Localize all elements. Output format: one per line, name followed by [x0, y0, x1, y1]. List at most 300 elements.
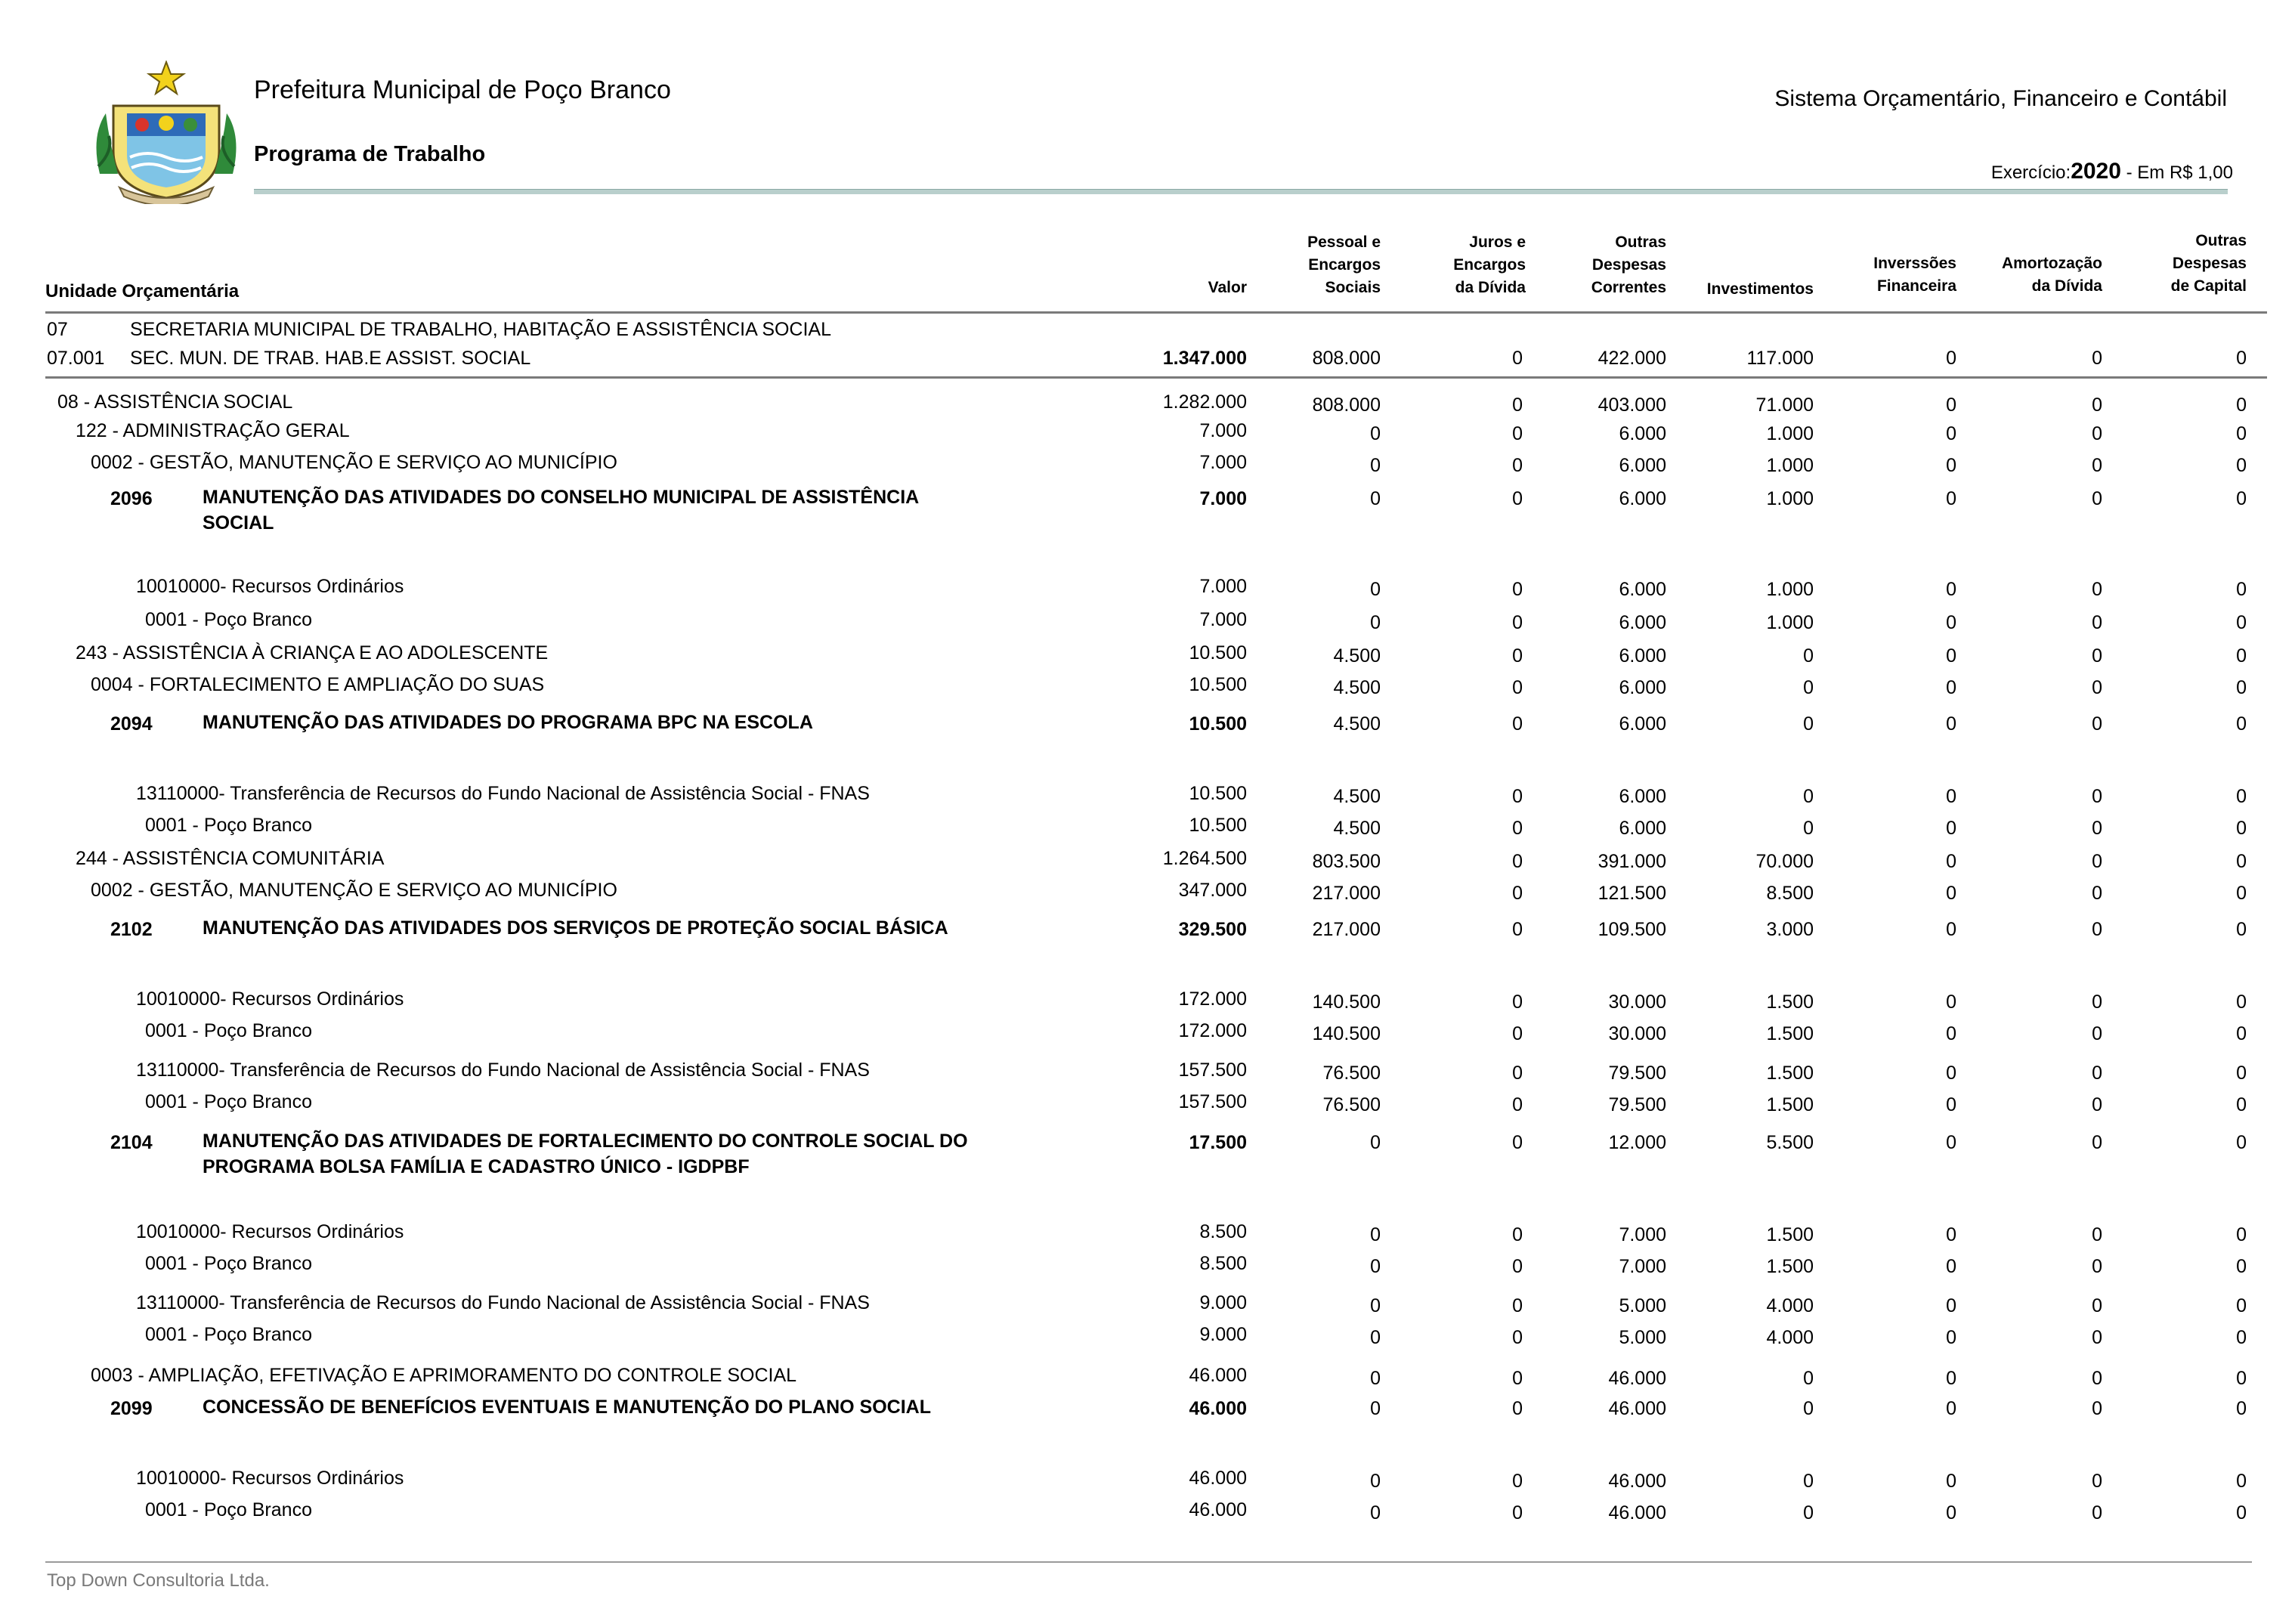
cell-amortizacao: 0: [2092, 488, 2102, 509]
cell-outras-correntes: 6.000: [1619, 612, 1666, 633]
exercicio-label: Exercício:: [1990, 162, 2071, 183]
exercicio-info: [1991, 159, 2233, 184]
cell-valor: 46.000: [1189, 1499, 1247, 1520]
cell-outras-capital: 0: [2236, 1398, 2247, 1419]
col-header-outras-capital: Outras Despesas de Capital: [2170, 232, 2247, 295]
cell-outras-capital: 0: [2236, 677, 2247, 698]
row-label: 122 - ADMINISTRAÇÃO GERAL: [76, 420, 350, 441]
cell-inversoes: 0: [1946, 991, 1956, 1013]
cell-juros: 0: [1512, 1063, 1523, 1084]
cell-outras-capital: 0: [2236, 1132, 2247, 1153]
action-title-continued: SOCIAL: [203, 512, 274, 534]
cell-juros: 0: [1512, 991, 1523, 1013]
cell-valor: 157.500: [1178, 1059, 1247, 1081]
cell-juros: 0: [1512, 818, 1523, 839]
cell-outras-capital: 0: [2236, 1471, 2247, 1492]
cell-juros: 0: [1512, 394, 1523, 416]
cell-inversoes: 0: [1946, 423, 1956, 444]
cell-outras-capital: 0: [2236, 713, 2247, 735]
cell-juros: 0: [1512, 1256, 1523, 1277]
cell-outras-correntes: 7.000: [1619, 1224, 1666, 1245]
cell-valor: 1.282.000: [1162, 391, 1247, 413]
cell-investimentos: 0: [1803, 1398, 1814, 1419]
cell-outras-capital: 0: [2236, 991, 2247, 1013]
cell-amortizacao: 0: [2092, 1398, 2102, 1419]
cell-inversoes: 0: [1946, 1398, 1956, 1419]
cell-outras-correntes: 6.000: [1619, 488, 1666, 509]
cell-valor: 347.000: [1178, 880, 1247, 901]
cell-outras-correntes: 7.000: [1619, 1256, 1666, 1277]
cell-outras-capital: 0: [2236, 612, 2247, 633]
cell-juros: 0: [1512, 1224, 1523, 1245]
row-label: 243 - ASSISTÊNCIA À CRIANÇA E AO ADOLESCENTE: [76, 642, 549, 664]
cell-pessoal: 217.000: [1312, 919, 1381, 940]
table-row: [0, 452, 2295, 482]
row-label: 13110000- Transferência de Recursos do Fundo Nacional de Assistência Social - FNAS: [136, 1292, 870, 1313]
cell-valor: 7.000: [1199, 576, 1247, 597]
cell-amortizacao: 0: [2092, 713, 2102, 735]
cell-investimentos: 0: [1803, 1368, 1814, 1389]
cell-juros: 0: [1512, 1023, 1523, 1044]
cell-pessoal: 0: [1370, 1327, 1381, 1348]
cell-investimentos: 1.500: [1766, 1023, 1814, 1044]
cell-amortizacao: 0: [2092, 1063, 2102, 1084]
cell-outras-correntes: 6.000: [1619, 455, 1666, 476]
cell-outras-correntes: 403.000: [1598, 394, 1666, 416]
cell-amortizacao: 0: [2092, 991, 2102, 1013]
cell-investimentos: 70.000: [1755, 851, 1814, 872]
action-title: MANUTENÇÃO DAS ATIVIDADES DOS SERVIÇOS DE PROTEÇÃO SOCIAL BÁSICA: [203, 917, 948, 939]
cell-amortizacao: 0: [2092, 919, 2102, 940]
cell-inversoes: 0: [1946, 1502, 1956, 1523]
row-label: 0001 - Poço Branco: [145, 1253, 312, 1274]
cell-investimentos: 1.000: [1766, 579, 1814, 600]
table-row: [0, 1292, 2295, 1322]
cell-juros: 0: [1512, 1094, 1523, 1115]
table-row: [0, 1221, 2295, 1251]
cell-pessoal: 217.000: [1312, 883, 1381, 904]
unit-pessoal: 808.000: [1312, 348, 1381, 369]
cell-valor: 17.500: [1189, 1132, 1247, 1153]
cell-investimentos: 1.500: [1766, 991, 1814, 1013]
unit-juros: 0: [1512, 348, 1523, 369]
cell-valor: 10.500: [1189, 783, 1247, 804]
table-row: [0, 1365, 2295, 1395]
cell-juros: 0: [1512, 612, 1523, 633]
col-header-pessoal: Pessoal e Encargos Sociais: [1307, 234, 1381, 296]
cell-inversoes: 0: [1946, 1295, 1956, 1316]
cell-amortizacao: 0: [2092, 786, 2102, 807]
col-header-inversoes: Inverssões Financeira: [1873, 255, 1956, 295]
cell-inversoes: 0: [1946, 1023, 1956, 1044]
cell-inversoes: 0: [1946, 612, 1956, 633]
cell-amortizacao: 0: [2092, 818, 2102, 839]
system-name: Sistema Orçamentário, Financeiro e Contábil: [1774, 86, 2227, 111]
cell-outras-correntes: 30.000: [1608, 1023, 1666, 1044]
cell-outras-capital: 0: [2236, 786, 2247, 807]
cell-juros: 0: [1512, 677, 1523, 698]
cell-inversoes: 0: [1946, 883, 1956, 904]
cell-amortizacao: 0: [2092, 677, 2102, 698]
cell-outras-capital: 0: [2236, 1295, 2247, 1316]
unit-code: 07.001: [47, 348, 105, 369]
cell-inversoes: 0: [1946, 488, 1956, 509]
table-header-divider: [45, 311, 2267, 314]
cell-outras-capital: 0: [2236, 423, 2247, 444]
cell-outras-capital: 0: [2236, 1256, 2247, 1277]
cell-outras-correntes: 6.000: [1619, 423, 1666, 444]
row-label: 244 - ASSISTÊNCIA COMUNITÁRIA: [76, 848, 385, 869]
row-label: 10010000- Recursos Ordinários: [136, 1468, 404, 1489]
table-row: [0, 420, 2295, 450]
col-header-juros: Juros e Encargos da Dívida: [1453, 234, 1526, 296]
cell-investimentos: 0: [1803, 786, 1814, 807]
cell-investimentos: 1.500: [1766, 1063, 1814, 1084]
cell-pessoal: 76.500: [1322, 1063, 1381, 1084]
cell-pessoal: 4.500: [1333, 677, 1381, 698]
table-row: [0, 674, 2295, 704]
cell-investimentos: 1.000: [1766, 455, 1814, 476]
table-row: [0, 391, 2295, 422]
cell-amortizacao: 0: [2092, 1256, 2102, 1277]
cell-valor: 7.000: [1199, 488, 1247, 509]
cell-juros: 0: [1512, 1398, 1523, 1419]
action-code: 2094: [110, 713, 153, 735]
cell-pessoal: 0: [1370, 1224, 1381, 1245]
org-name: Prefeitura Municipal de Poço Branco: [254, 76, 671, 104]
table-row: [0, 815, 2295, 845]
cell-outras-correntes: 46.000: [1608, 1471, 1666, 1492]
cell-outras-capital: 0: [2236, 579, 2247, 600]
cell-valor: 10.500: [1189, 815, 1247, 836]
table-row: [0, 988, 2295, 1019]
row-label: 0001 - Poço Branco: [145, 1499, 312, 1520]
cell-juros: 0: [1512, 488, 1523, 509]
org-row: [0, 319, 2295, 349]
cell-pessoal: 0: [1370, 612, 1381, 633]
cell-pessoal: 803.500: [1312, 851, 1381, 872]
table-row: [0, 1059, 2295, 1090]
cell-amortizacao: 0: [2092, 1471, 2102, 1492]
row-label: 10010000- Recursos Ordinários: [136, 988, 404, 1010]
cell-outras-correntes: 6.000: [1619, 786, 1666, 807]
cell-pessoal: 4.500: [1333, 818, 1381, 839]
unit-valor: 1.347.000: [1162, 348, 1247, 369]
cell-juros: 0: [1512, 919, 1523, 940]
cell-pessoal: 0: [1370, 455, 1381, 476]
cell-inversoes: 0: [1946, 713, 1956, 735]
cell-amortizacao: 0: [2092, 423, 2102, 444]
cell-investimentos: 3.000: [1766, 919, 1814, 940]
row-label: 0001 - Poço Branco: [145, 815, 312, 836]
cell-valor: 172.000: [1178, 988, 1247, 1010]
col-header-valor: Valor: [1208, 279, 1247, 296]
cell-amortizacao: 0: [2092, 1094, 2102, 1115]
cell-valor: 1.264.500: [1162, 848, 1247, 869]
cell-pessoal: 0: [1370, 1502, 1381, 1523]
row-label: 0003 - AMPLIAÇÃO, EFETIVAÇÃO E APRIMORAMENTO DO CONTROLE SOCIAL: [91, 1365, 797, 1386]
cell-pessoal: 4.500: [1333, 645, 1381, 667]
org-title: SECRETARIA MUNICIPAL DE TRABALHO, HABITAÇÃO E ASSISTÊNCIA SOCIAL: [130, 319, 832, 340]
cell-outras-capital: 0: [2236, 851, 2247, 872]
cell-pessoal: 0: [1370, 579, 1381, 600]
cell-investimentos: 1.500: [1766, 1094, 1814, 1115]
table-row: [0, 1499, 2295, 1530]
cell-outras-correntes: 121.500: [1598, 883, 1666, 904]
cell-juros: 0: [1512, 1295, 1523, 1316]
cell-amortizacao: 0: [2092, 1132, 2102, 1153]
cell-amortizacao: 0: [2092, 851, 2102, 872]
action-title: MANUTENÇÃO DAS ATIVIDADES DO CONSELHO MUNICIPAL DE ASSISTÊNCIA: [203, 487, 920, 508]
cell-inversoes: 0: [1946, 455, 1956, 476]
cell-outras-correntes: 6.000: [1619, 677, 1666, 698]
table-row: [0, 609, 2295, 639]
cell-inversoes: 0: [1946, 786, 1956, 807]
cell-investimentos: 1.000: [1766, 423, 1814, 444]
cell-investimentos: 1.000: [1766, 488, 1814, 509]
cell-outras-capital: 0: [2236, 488, 2247, 509]
table-row: [0, 642, 2295, 673]
cell-investimentos: 0: [1803, 677, 1814, 698]
cell-outras-capital: 0: [2236, 1094, 2247, 1115]
action-code: 2104: [110, 1132, 153, 1153]
cell-inversoes: 0: [1946, 1256, 1956, 1277]
cell-valor: 46.000: [1189, 1398, 1247, 1419]
cell-amortizacao: 0: [2092, 1327, 2102, 1348]
row-label: 08 - ASSISTÊNCIA SOCIAL: [57, 391, 293, 413]
unit-title: SEC. MUN. DE TRAB. HAB.E ASSIST. SOCIAL: [130, 348, 531, 369]
cell-inversoes: 0: [1946, 1471, 1956, 1492]
cell-juros: 0: [1512, 883, 1523, 904]
cell-inversoes: 0: [1946, 1368, 1956, 1389]
cell-valor: 9.000: [1199, 1292, 1247, 1313]
cell-inversoes: 0: [1946, 1327, 1956, 1348]
cell-inversoes: 0: [1946, 919, 1956, 940]
row-label: 10010000- Recursos Ordinários: [136, 576, 404, 597]
unit-inversoes: 0: [1946, 348, 1956, 369]
unit-outras-capital: 0: [2236, 348, 2247, 369]
cell-juros: 0: [1512, 1471, 1523, 1492]
table-row: [0, 1253, 2295, 1283]
cell-inversoes: 0: [1946, 645, 1956, 667]
cell-inversoes: 0: [1946, 1094, 1956, 1115]
cell-outras-capital: 0: [2236, 919, 2247, 940]
cell-outras-capital: 0: [2236, 645, 2247, 667]
cell-pessoal: 0: [1370, 1471, 1381, 1492]
cell-amortizacao: 0: [2092, 455, 2102, 476]
cell-outras-correntes: 79.500: [1608, 1094, 1666, 1115]
cell-pessoal: 4.500: [1333, 713, 1381, 735]
cell-investimentos: 0: [1803, 645, 1814, 667]
cell-juros: 0: [1512, 1368, 1523, 1389]
cell-valor: 7.000: [1199, 609, 1247, 630]
row-label: 0004 - FORTALECIMENTO E AMPLIAÇÃO DO SUAS: [91, 674, 545, 695]
cell-juros: 0: [1512, 1502, 1523, 1523]
cell-valor: 10.500: [1189, 713, 1247, 735]
cell-amortizacao: 0: [2092, 579, 2102, 600]
cell-pessoal: 0: [1370, 1132, 1381, 1153]
cell-valor: 9.000: [1199, 1324, 1247, 1345]
cell-juros: 0: [1512, 423, 1523, 444]
cell-outras-capital: 0: [2236, 394, 2247, 416]
action-title: CONCESSÃO DE BENEFÍCIOS EVENTUAIS E MANUTENÇÃO DO PLANO SOCIAL: [203, 1397, 931, 1418]
cell-investimentos: 0: [1803, 818, 1814, 839]
cell-investimentos: 8.500: [1766, 883, 1814, 904]
cell-outras-capital: 0: [2236, 455, 2247, 476]
cell-juros: 0: [1512, 1132, 1523, 1153]
cell-valor: 8.500: [1199, 1253, 1247, 1274]
action-title: MANUTENÇÃO DAS ATIVIDADES DO PROGRAMA BPC NA ESCOLA: [203, 712, 813, 733]
cell-amortizacao: 0: [2092, 1224, 2102, 1245]
table-row: [0, 783, 2295, 813]
exercicio-year: 2020: [2071, 159, 2121, 184]
cell-pessoal: 0: [1370, 1256, 1381, 1277]
cell-amortizacao: 0: [2092, 1023, 2102, 1044]
cell-valor: 10.500: [1189, 674, 1247, 695]
cell-inversoes: 0: [1946, 677, 1956, 698]
footer-divider: [45, 1561, 2252, 1563]
cell-valor: 329.500: [1178, 919, 1247, 940]
cell-juros: 0: [1512, 455, 1523, 476]
cell-pessoal: 4.500: [1333, 786, 1381, 807]
cell-investimentos: 0: [1803, 1471, 1814, 1492]
cell-inversoes: 0: [1946, 1063, 1956, 1084]
unit-investimentos: 117.000: [1746, 348, 1814, 369]
cell-inversoes: 0: [1946, 394, 1956, 416]
report-title: Programa de Trabalho: [254, 142, 486, 166]
footer-text: Top Down Consultoria Ltda.: [47, 1570, 270, 1591]
cell-inversoes: 0: [1946, 579, 1956, 600]
table-row: [0, 1398, 2295, 1428]
cell-valor: 10.500: [1189, 642, 1247, 664]
cell-outras-correntes: 46.000: [1608, 1502, 1666, 1523]
cell-outras-correntes: 12.000: [1608, 1132, 1666, 1153]
cell-pessoal: 140.500: [1312, 1023, 1381, 1044]
cell-outras-correntes: 6.000: [1619, 645, 1666, 667]
cell-outras-capital: 0: [2236, 1063, 2247, 1084]
cell-outras-capital: 0: [2236, 1368, 2247, 1389]
cell-juros: 0: [1512, 851, 1523, 872]
row-label: 0001 - Poço Branco: [145, 1020, 312, 1041]
cell-outras-correntes: 6.000: [1619, 713, 1666, 735]
cell-investimentos: 4.000: [1766, 1295, 1814, 1316]
cell-pessoal: 140.500: [1312, 991, 1381, 1013]
table-row: [0, 576, 2295, 606]
cell-amortizacao: 0: [2092, 394, 2102, 416]
cell-outras-capital: 0: [2236, 883, 2247, 904]
cell-outras-correntes: 5.000: [1619, 1327, 1666, 1348]
org-code: 07: [47, 319, 68, 340]
cell-amortizacao: 0: [2092, 612, 2102, 633]
exercicio-suffix: - Em R$ 1,00: [2126, 162, 2233, 183]
cell-valor: 46.000: [1189, 1468, 1247, 1489]
cell-pessoal: 76.500: [1322, 1094, 1381, 1115]
cell-outras-correntes: 6.000: [1619, 579, 1666, 600]
cell-inversoes: 0: [1946, 818, 1956, 839]
cell-valor: 46.000: [1189, 1365, 1247, 1386]
action-title-continued: PROGRAMA BOLSA FAMÍLIA E CADASTRO ÚNICO - IGDPBF: [203, 1156, 750, 1177]
cell-outras-correntes: 46.000: [1608, 1398, 1666, 1419]
unit-divider: [45, 376, 2267, 379]
cell-investimentos: 1.000: [1766, 612, 1814, 633]
table-row: [0, 1020, 2295, 1050]
cell-outras-capital: 0: [2236, 818, 2247, 839]
row-label: 0001 - Poço Branco: [145, 609, 312, 630]
cell-outras-correntes: 46.000: [1608, 1368, 1666, 1389]
cell-outras-correntes: 109.500: [1598, 919, 1666, 940]
table-row: [0, 1324, 2295, 1354]
cell-investimentos: 5.500: [1766, 1132, 1814, 1153]
cell-amortizacao: 0: [2092, 1295, 2102, 1316]
col-header-amortizacao: Amortozação da Dívida: [2001, 255, 2102, 295]
header-divider: [254, 189, 2228, 194]
cell-amortizacao: 0: [2092, 1368, 2102, 1389]
table-row: [0, 848, 2295, 878]
cell-juros: 0: [1512, 579, 1523, 600]
action-code: 2099: [110, 1398, 153, 1419]
cell-juros: 0: [1512, 645, 1523, 667]
cell-outras-capital: 0: [2236, 1023, 2247, 1044]
table-row: [0, 1468, 2295, 1498]
col-header-outras-correntes: Outras Despesas Correntes: [1591, 234, 1666, 296]
cell-pessoal: 0: [1370, 423, 1381, 444]
cell-valor: 7.000: [1199, 452, 1247, 473]
row-label: 13110000- Transferência de Recursos do Fundo Nacional de Assistência Social - FNAS: [136, 1059, 870, 1081]
cell-outras-correntes: 5.000: [1619, 1295, 1666, 1316]
row-label: 0002 - GESTÃO, MANUTENÇÃO E SERVIÇO AO MUNICÍPIO: [91, 452, 617, 473]
table-row: [0, 880, 2295, 910]
cell-valor: 7.000: [1199, 420, 1247, 441]
action-code: 2102: [110, 919, 153, 940]
municipal-coat-of-arms-icon: [83, 60, 249, 204]
cell-outras-correntes: 79.500: [1608, 1063, 1666, 1084]
cell-amortizacao: 0: [2092, 645, 2102, 667]
row-label: 0001 - Poço Branco: [145, 1324, 312, 1345]
cell-investimentos: 4.000: [1766, 1327, 1814, 1348]
unit-row: [0, 348, 2295, 378]
cell-valor: 8.500: [1199, 1221, 1247, 1242]
row-label: 0001 - Poço Branco: [145, 1091, 312, 1112]
cell-inversoes: 0: [1946, 1224, 1956, 1245]
cell-pessoal: 0: [1370, 1368, 1381, 1389]
cell-investimentos: 1.500: [1766, 1224, 1814, 1245]
cell-inversoes: 0: [1946, 851, 1956, 872]
row-label: 13110000- Transferência de Recursos do Fundo Nacional de Assistência Social - FNAS: [136, 783, 870, 804]
unit-outras-correntes: 422.000: [1598, 348, 1666, 369]
cell-investimentos: 0: [1803, 713, 1814, 735]
cell-juros: 0: [1512, 713, 1523, 735]
cell-amortizacao: 0: [2092, 883, 2102, 904]
cell-outras-capital: 0: [2236, 1327, 2247, 1348]
table-row: [0, 1091, 2295, 1121]
row-label: 0002 - GESTÃO, MANUTENÇÃO E SERVIÇO AO MUNICÍPIO: [91, 880, 617, 901]
cell-pessoal: 808.000: [1312, 394, 1381, 416]
cell-outras-correntes: 6.000: [1619, 818, 1666, 839]
cell-amortizacao: 0: [2092, 1502, 2102, 1523]
cell-outras-capital: 0: [2236, 1502, 2247, 1523]
cell-pessoal: 0: [1370, 1398, 1381, 1419]
cell-juros: 0: [1512, 786, 1523, 807]
col-header-investimentos: Investimentos: [1706, 280, 1814, 298]
action-code: 2096: [110, 488, 153, 509]
cell-valor: 157.500: [1178, 1091, 1247, 1112]
cell-investimentos: 1.500: [1766, 1256, 1814, 1277]
cell-juros: 0: [1512, 1327, 1523, 1348]
cell-pessoal: 0: [1370, 1295, 1381, 1316]
table-row: [0, 1131, 2295, 1177]
table-row: [0, 487, 2295, 534]
cell-investimentos: 0: [1803, 1502, 1814, 1523]
